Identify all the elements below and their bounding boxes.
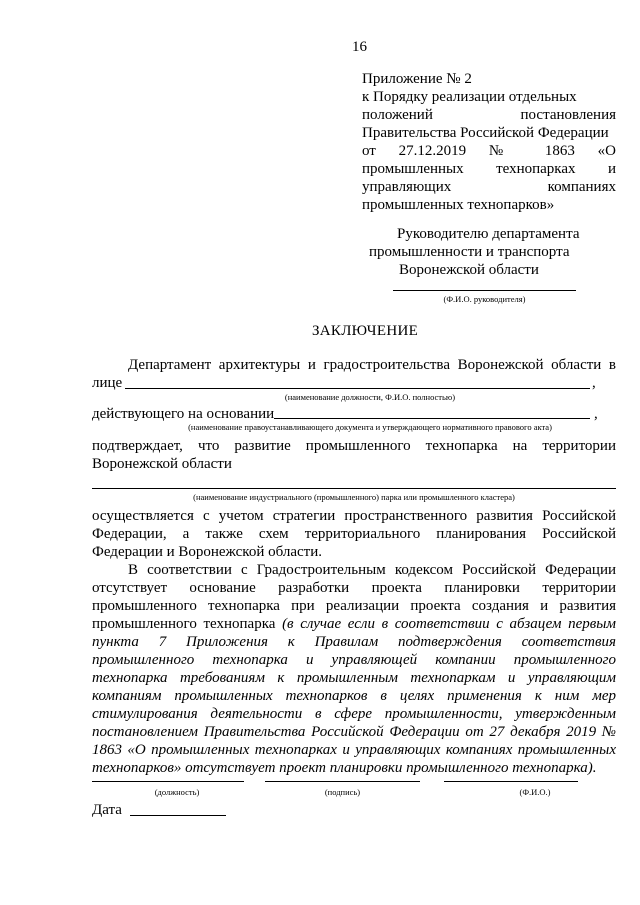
paragraph-2 — [92, 579, 616, 777]
paragraph-line: пункта 7 Приложения к Правилам подтверждения соответствия — [92, 634, 616, 650]
paragraph-line: стимулирования деятельности в сфере промышленности, утвержденным — [92, 706, 616, 722]
page-number: 16 — [352, 39, 367, 55]
paragraph-line: осуществляется с учетом стратегии пространственного развития Российской — [92, 508, 616, 524]
paragraph-line: 1863 «О промышленных технопарках и управляющих компаниях промышленных — [92, 742, 616, 758]
appendix-line: Правительства Российской Федерации — [362, 125, 609, 141]
paragraph-line: промышленного технопарка при реализации проекта создания и развития — [92, 598, 616, 614]
paragraph-line: технопарков» отсутствует проект планировки промышленного технопарка). — [92, 760, 597, 776]
position-caption: (должность) — [154, 787, 200, 797]
date-line — [130, 815, 226, 816]
paragraph-line: постановлением Правительства Российской Федерации от 27 декабря 2019 № — [92, 724, 616, 740]
paragraph-text: промышленного технопарка — [92, 616, 276, 632]
face-caption: (наименование должности, Ф.И.О. полностью) — [284, 392, 456, 402]
position-line — [92, 781, 244, 782]
paragraph-line: промышленного технопарка и управляющей компании промышленного — [92, 652, 616, 668]
park-fill-line — [92, 488, 616, 489]
acting-caption: (наименование правоустанавливающего документа и утверждающего нормативного правового акта) — [188, 422, 552, 432]
appendix-line: положений постановления — [362, 107, 616, 123]
paragraph-line: Федерации и Воронежской области. — [92, 544, 323, 560]
paragraph-line: отсутствует основание разработки проекта планировки территории — [92, 580, 616, 596]
confirms-line: подтверждает, что развитие промышленного технопарка на территории — [92, 438, 616, 454]
acting-fill-line — [274, 418, 590, 419]
paragraph-1 — [92, 507, 616, 561]
paragraph-line — [92, 615, 616, 633]
addressee-name-line — [393, 290, 576, 291]
addressee-line: Воронежской области — [399, 262, 539, 278]
face-fill-line — [125, 388, 590, 389]
appendix-line: промышленных технопарков» — [362, 197, 555, 213]
addressee-caption: (Ф.И.О. руководителя) — [443, 294, 526, 304]
name-caption: (Ф.И.О.) — [519, 787, 551, 797]
paragraph-line: компаниям промышленных технопарков в целях применения к ним мер — [92, 688, 616, 704]
signature-line — [265, 781, 420, 782]
face-label: лице — [92, 375, 123, 391]
face-comma: , — [592, 375, 596, 391]
appendix-line: к Порядку реализации отдельных — [362, 89, 577, 105]
appendix-line: управляющих компаниях — [362, 179, 616, 195]
signature-caption: (подпись) — [324, 787, 361, 797]
addressee-line: Руководителю департамента — [397, 226, 580, 242]
appendix-line: промышленных технопарках и — [362, 161, 616, 177]
paragraph-italic-text: (в случае если в соответствии с абзацем первым — [282, 616, 617, 632]
appendix-line: от 27.12.2019 № 1863 «О — [362, 143, 616, 159]
paragraph-line: Федерации, а также схем территориального планирования Российской — [92, 526, 616, 542]
paragraph-line: технопарка требованиям к промышленным технопаркам и управляющим — [92, 670, 616, 686]
appendix-line: Приложение № 2 — [362, 71, 472, 87]
date-label: Дата — [92, 802, 122, 818]
document-title: ЗАКЛЮЧЕНИЕ — [311, 323, 419, 339]
addressee-line: промышленности и транспорта — [369, 244, 570, 260]
park-caption: (наименование индустриального (промышленного) парка или промышленного кластера) — [193, 492, 515, 502]
acting-comma: , — [594, 406, 598, 422]
appendix-block — [362, 70, 616, 214]
acting-label: действующего на основании — [92, 406, 275, 422]
dept-line: Департамент архитектуры и градостроительства Воронежской области в — [128, 357, 616, 373]
paragraph-line: В соответствии с Градостроительным кодексом Российской Федерации — [128, 562, 616, 578]
confirms-line: Воронежской области — [92, 456, 232, 472]
name-line — [444, 781, 578, 782]
